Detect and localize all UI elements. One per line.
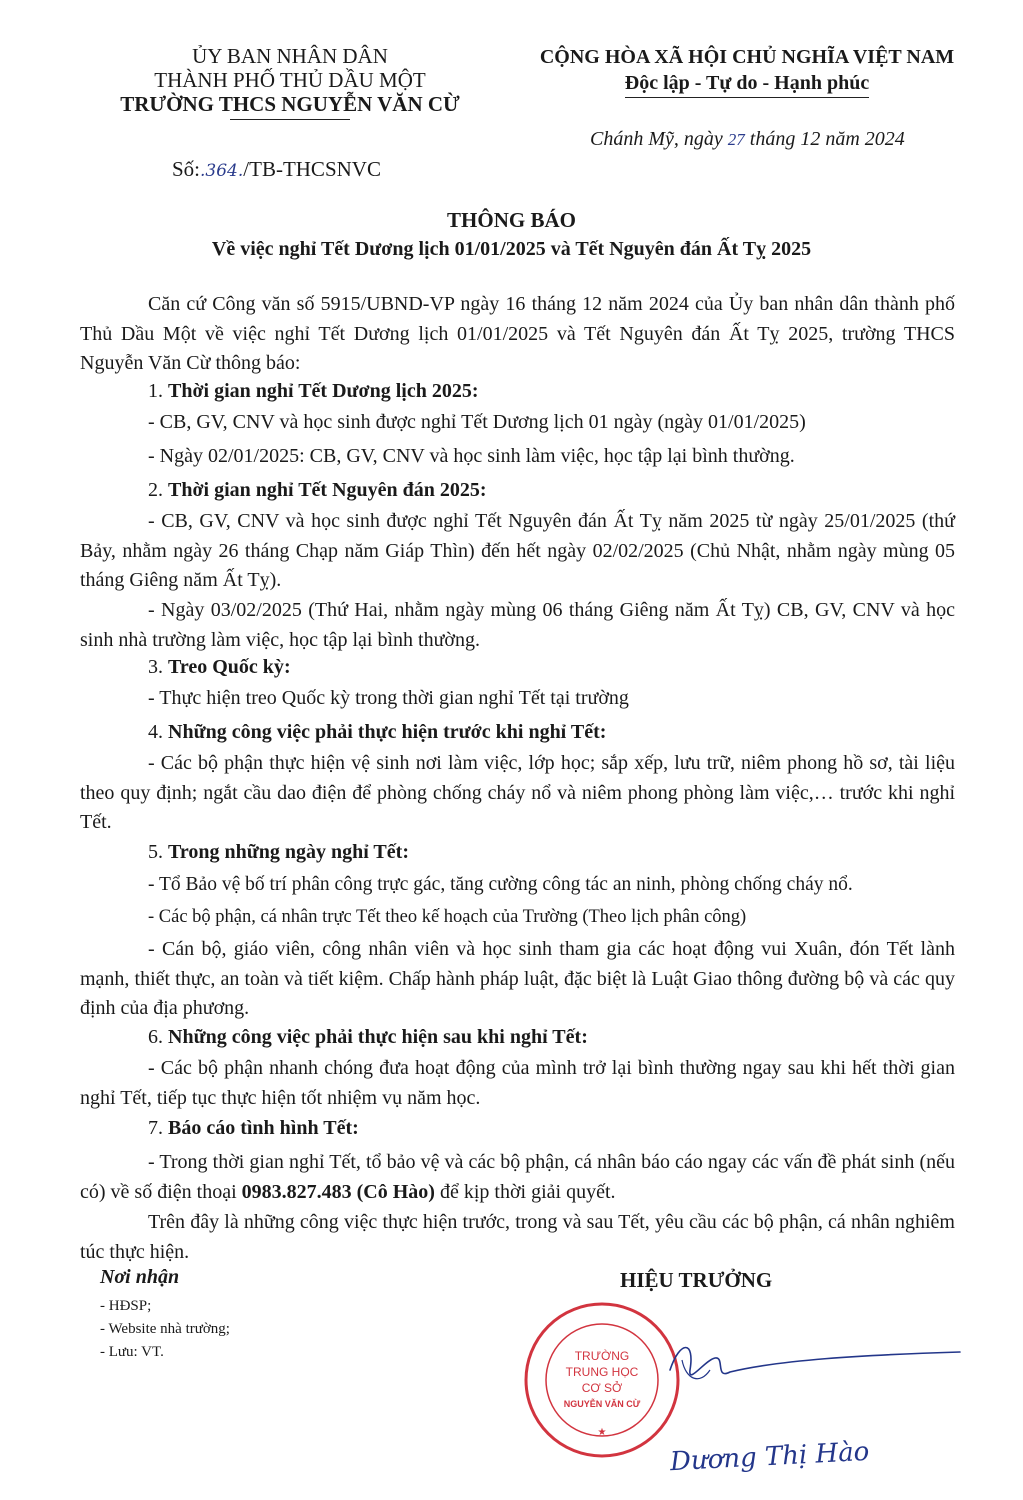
document-number (172, 157, 381, 182)
s2-item-a: - CB, GV, CNV và học sinh được nghỉ Tết Nguyên đán Ất Tỵ năm 2025 từ ngày 25/01/2025 (thứ Bảy, nhằm ngày 26 tháng Chạp năm Giáp Thìn) đến hết ngày 02/02/2025 (Chủ Nhật, nhằm ngày mùng 05 tháng Giêng năm Ất Tỵ). (80, 510, 955, 591)
national-header (512, 44, 982, 98)
section-colon: : (402, 841, 409, 863)
recipient-item: - HĐSP; (100, 1298, 152, 1314)
contact-phone: 0983.827.483 (Cô Hào) (241, 1180, 435, 1203)
section-number: 1. (148, 380, 163, 402)
s1-item-a: - CB, GV, CNV và học sinh được nghỉ Tết Dương lịch 01 ngày (ngày 01/01/2025) (148, 411, 806, 433)
date-day-handwritten: 27 (727, 130, 745, 149)
place-date (590, 128, 905, 151)
closing-paragraph: Trên đây là những công việc thực hiện trước, trong và sau Tết, yêu cầu các bộ phận, cá nhân nghiêm túc thực hiện. (80, 1211, 955, 1263)
date-prefix: Chánh Mỹ, ngày (590, 128, 723, 150)
date-suffix: tháng 12 năm 2024 (749, 128, 905, 150)
intro-paragraph: Căn cứ Công văn số 5915/UBND-VP ngày 16 tháng 12 năm 2024 của Ủy ban nhân dân thành phố Thủ Dầu Một về việc nghỉ Tết Dương lịch 01/01/2025 và Tết Nguyên đán Ất Tỵ 2025, trường THCS Nguyễn Văn Cừ thông báo: (80, 293, 955, 374)
section-title: Treo Quốc kỳ (168, 656, 284, 678)
section-2-heading (148, 476, 487, 506)
signer-role: HIỆU TRƯỞNG (620, 1268, 773, 1292)
section-colon: : (581, 1026, 588, 1048)
nation-name: CỘNG HÒA XÃ HỘI CHỦ NGHĨA VIỆT NAM (539, 46, 955, 68)
header-left-rule (230, 119, 350, 120)
section-number: 3. (148, 656, 163, 678)
section-title: Những công việc phải thực hiện sau khi nghỉ Tết (168, 1026, 582, 1048)
s7-text-pre: - Trong thời gian nghỉ Tết, tổ bảo vệ và các bộ phận, cá nhân báo cáo ngay các vấn đề phát sinh (nếu có) về số điện thoại (80, 1151, 955, 1203)
handwritten-signature (660, 1330, 970, 1400)
s5-item-a: - Tổ Bảo vệ bố trí phân công trực gác, tăng cường công tác an ninh, phòng chống cháy nổ. (148, 874, 853, 895)
s5-item-c: - Cán bộ, giáo viên, công nhân viên và học sinh tham gia các hoạt động vui Xuân, đón Tết lành mạnh, thiết thực, an toàn và tiết kiệm. Chấp hành pháp luật, đặc biệt là Luật Giao thông đường bộ và các quy định của địa phương. (80, 938, 955, 1019)
section-number: 4. (148, 721, 163, 743)
issuing-authority (80, 44, 500, 120)
section-5-heading (148, 838, 409, 868)
svg-text:CƠ SỞ: CƠ SỞ (581, 1381, 623, 1395)
section-colon: : (283, 656, 291, 678)
section-colon: : (599, 721, 607, 743)
section-colon: : (352, 1117, 359, 1139)
s2-item-b: - Ngày 03/02/2025 (Thứ Hai, nhằm ngày mùng 06 tháng Giêng năm Ất Tỵ) CB, GV, CNV và học sinh nhà trường làm việc, học tập lại bình thường. (80, 599, 955, 651)
s6-item-a: - Các bộ phận nhanh chóng đưa hoạt động của mình trở lại bình thường ngay sau khi hết thời gian nghỉ Tết, tiếp tục thực hiện tốt nhiệm vụ năm học. (80, 1057, 955, 1109)
document-title: THÔNG BÁO (447, 208, 576, 232)
svg-text:NGUYỄN VĂN CỪ: NGUYỄN VĂN CỪ (563, 1399, 641, 1409)
signer-name: Dương Thị Hào (669, 1436, 871, 1478)
section-title: Trong những ngày nghỉ Tết (168, 841, 403, 863)
document-subtitle: Về việc nghỉ Tết Dương lịch 01/01/2025 và Tết Nguyên đán Ất Tỵ 2025 (211, 238, 812, 260)
svg-text:★: ★ (597, 1427, 607, 1438)
s1-item-b: - Ngày 02/01/2025: CB, GV, CNV và học sinh làm việc, học tập lại bình thường. (148, 445, 795, 467)
section-1-heading (148, 377, 479, 407)
section-title: Thời gian nghỉ Tết Nguyên đán 2025 (168, 479, 480, 501)
org-line-2: THÀNH PHỐ THỦ DẦU MỘT (154, 68, 426, 92)
section-title: Những công việc phải thực hiện trước khi nghỉ Tết (168, 721, 600, 743)
doc-no-suffix: /TB-THCSNVC (243, 157, 381, 181)
s4-item-a: - Các bộ phận thực hiện vệ sinh nơi làm việc, lớp học; sắp xếp, lưu trữ, niêm phong hồ sơ, tài liệu theo quy định; ngắt cầu dao điện để phòng chống cháy nổ và niêm phong phòng làm việc,… trước khi nghỉ Tết. (80, 752, 955, 833)
section-number: 2. (148, 479, 163, 501)
section-number: 5. (148, 841, 163, 863)
s7-item-a (80, 1148, 955, 1207)
s5-item-b: - Các bộ phận, cá nhân trực Tết theo kế hoạch của Trường (Theo lịch phân công) (148, 907, 747, 927)
org-line-1: ỦY BAN NHÂN DÂN (192, 44, 388, 68)
school-name: TRƯỜNG THCS NGUYỄN VĂN CỪ (120, 92, 460, 116)
s3-item-a: - Thực hiện treo Quốc kỳ trong thời gian nghỉ Tết tại trường (148, 687, 629, 709)
section-title: Báo cáo tình hình Tết (168, 1117, 353, 1139)
national-motto: Độc lập - Tự do - Hạnh phúc (625, 70, 869, 98)
section-4-heading (148, 718, 606, 748)
section-title: Thời gian nghỉ Tết Dương lịch 2025 (168, 380, 472, 402)
svg-text:TRUNG HỌC: TRUNG HỌC (565, 1365, 639, 1379)
doc-no-handwritten: .364. (200, 161, 244, 181)
section-number: 7. (148, 1117, 163, 1139)
recipient-item: - Lưu: VT. (100, 1344, 164, 1360)
section-number: 6. (148, 1026, 163, 1048)
section-colon: : (471, 380, 479, 402)
section-7-heading (148, 1114, 359, 1144)
official-seal (522, 1300, 682, 1460)
recipients-title: Nơi nhận (100, 1266, 180, 1288)
doc-no-label: Số: (172, 157, 201, 181)
section-6-heading (148, 1023, 588, 1053)
section-colon: : (479, 479, 487, 501)
recipient-item: - Website nhà trường; (100, 1321, 230, 1337)
recipients-block (100, 1266, 230, 1364)
svg-text:TRƯỜNG: TRƯỜNG (574, 1349, 630, 1363)
section-3-heading (148, 653, 291, 683)
s7-text-post: để kịp thời giải quyết. (434, 1180, 616, 1203)
